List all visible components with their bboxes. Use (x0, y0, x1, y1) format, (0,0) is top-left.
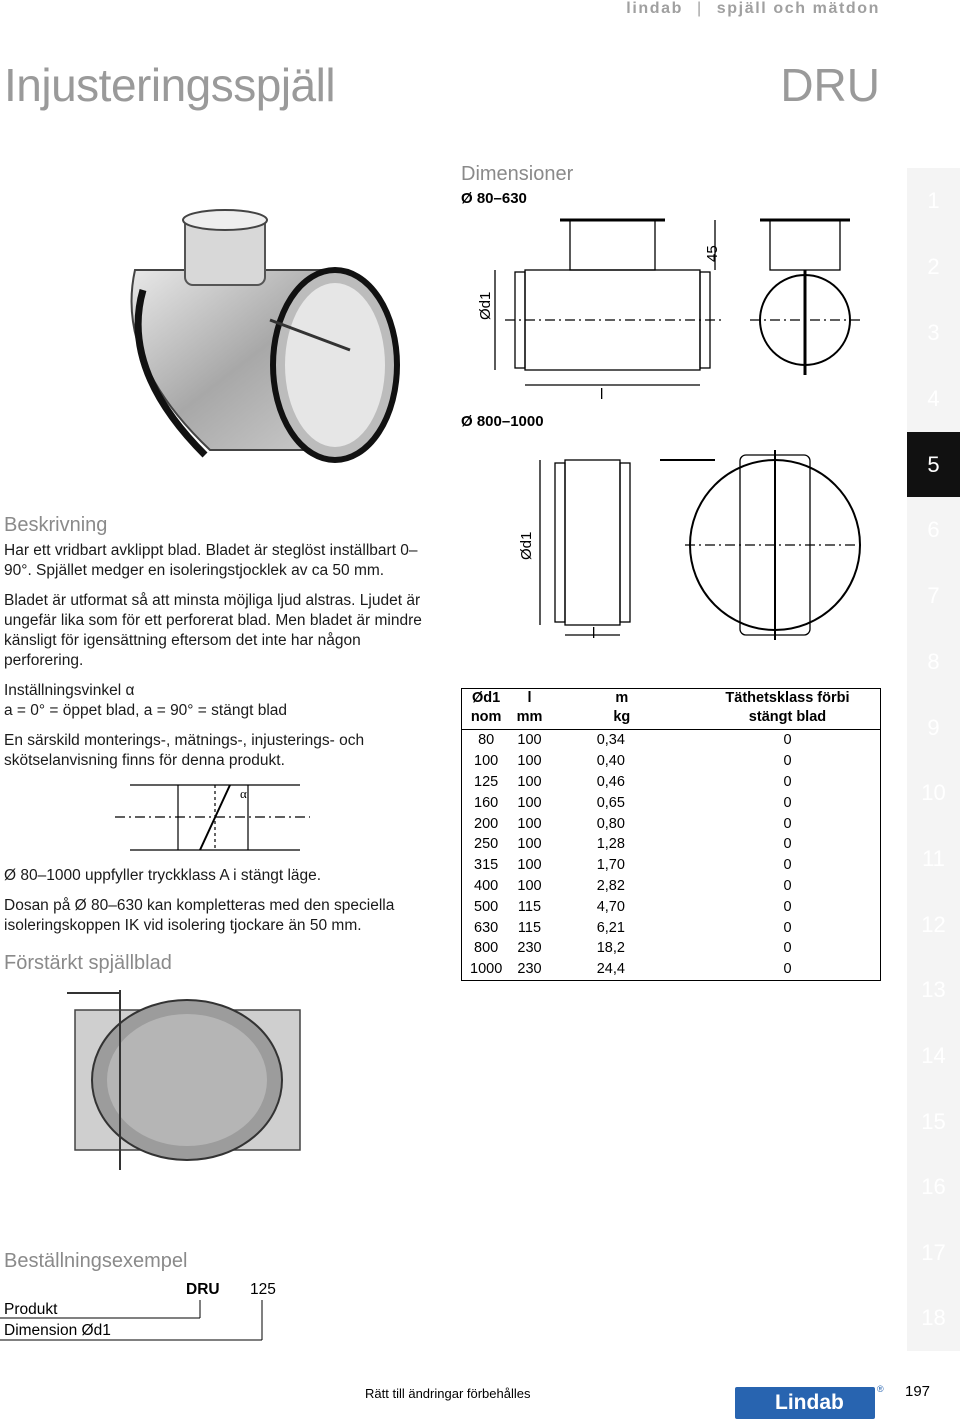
beskrivning-p3a: Inställningsvinkel α (4, 682, 135, 699)
chapter-tab-12[interactable]: 12 (907, 892, 960, 958)
table-cell: 115 (517, 898, 542, 915)
beskrivning-p1: Har ett vridbart avklippt blad. Bladet är steglöst inställbart 0–90°. Spjället medger en isoleringstjocklek av ca 50 mm. (4, 542, 418, 579)
table-cell: 18,2 (596, 940, 625, 957)
bestallning-heading: Beställningsexempel (4, 1250, 188, 1272)
table-row (462, 959, 881, 980)
chapter-tab-9[interactable]: 9 (907, 695, 960, 761)
table-row (462, 813, 881, 834)
table-cell: 0,46 (596, 773, 625, 790)
table-cell: 1000 (470, 961, 503, 978)
table-cell: 400 (474, 877, 499, 894)
table-cell: 6,21 (596, 919, 625, 936)
chapter-tab-7[interactable]: 7 (907, 563, 960, 629)
chapter-tab-17[interactable]: 17 (907, 1220, 960, 1286)
page-title: Injusteringsspjäll (4, 59, 336, 111)
chapter-tab-14[interactable]: 14 (907, 1023, 960, 1089)
chapter-tab-2[interactable]: 2 (907, 234, 960, 300)
order-code: DRU (186, 1281, 220, 1298)
table-cell: 100 (517, 836, 542, 853)
table-cell: 0,34 (596, 732, 625, 749)
table-cell: 4,70 (596, 898, 625, 915)
beskrivning-p3b: a = 0° = öppet blad, a = 90° = stängt blad (4, 702, 288, 719)
table-cell: 100 (517, 815, 542, 832)
table-cell: 0,80 (596, 815, 625, 832)
chapter-tab-16[interactable]: 16 (907, 1154, 960, 1220)
beskrivning-heading: Beskrivning (4, 514, 108, 536)
registered-mark: ® (877, 1384, 884, 1394)
table-cell: 1,28 (596, 836, 625, 853)
model-code: DRU (780, 59, 880, 111)
table-cell: 100 (517, 857, 542, 874)
header-brand: lindab (626, 0, 684, 17)
table-row (462, 834, 881, 855)
page-number: 197 (905, 1383, 931, 1400)
table-cell: 0,65 (596, 794, 625, 811)
beskrivning-body (4, 541, 424, 781)
col-header-m: m (615, 690, 629, 706)
table-cell: 125 (474, 773, 499, 790)
table-row (462, 876, 881, 897)
footer-note: Rätt till ändringar förbehålles (365, 1386, 531, 1401)
col-header-d1: Ød1 (472, 690, 501, 706)
beskrivning-p5: Ø 80–1000 uppfyller tryckklass A i stängt läge. (4, 867, 322, 884)
label-d1-small: Ød1 (477, 291, 494, 320)
table-cell: 160 (474, 794, 499, 811)
table-cell: 100 (517, 877, 542, 894)
table-cell: 0 (783, 794, 792, 811)
col-unit-d1: nom (462, 708, 511, 730)
table-cell: 0,40 (596, 753, 625, 770)
order-row-dimension: Dimension Ød1 (4, 1322, 111, 1339)
table-cell: 315 (474, 857, 499, 874)
chapter-tab-11[interactable]: 11 (907, 826, 960, 892)
beskrivning-body-2 (4, 866, 424, 946)
lindab-logo (735, 1387, 875, 1419)
beskrivning-p6: Dosan på Ø 80–630 kan kompletteras med den speciella isoleringskoppen IK vid isolering tjockare än 50 mm. (4, 897, 395, 934)
table-cell: 200 (474, 815, 499, 832)
product-photo (95, 200, 405, 490)
range-large: Ø 800–1000 (461, 413, 544, 430)
table-cell: 500 (474, 898, 499, 915)
col-header-tathet: Täthetsklass förbi (725, 690, 850, 706)
label-l-large: l (592, 625, 596, 642)
table-cell: 100 (517, 732, 542, 749)
table-row (462, 938, 881, 959)
chapter-tab-10[interactable]: 10 (907, 760, 960, 826)
chapter-tab-13[interactable]: 13 (907, 957, 960, 1023)
table-cell: 0 (783, 961, 792, 978)
label-d1-large: Ød1 (518, 531, 535, 560)
chapter-tab-1[interactable]: 1 (907, 168, 960, 234)
table-row (462, 730, 881, 751)
order-size: 125 (250, 1281, 276, 1298)
table-cell: 1,70 (596, 857, 625, 874)
table-cell: 0 (783, 815, 792, 832)
table-cell: 0 (783, 836, 792, 853)
table-cell: 230 (517, 940, 542, 957)
alpha-label: α (240, 786, 247, 801)
table-row (462, 751, 881, 772)
table-cell: 0 (783, 940, 792, 957)
table-cell: 0 (783, 919, 792, 936)
table-cell: 250 (474, 836, 499, 853)
drawing-small (470, 210, 900, 410)
table-cell: 80 (478, 732, 495, 749)
order-row-produkt: Produkt (4, 1301, 58, 1318)
table-row (462, 855, 881, 876)
label-45: 45 (704, 245, 721, 262)
col-unit-l: mm (510, 708, 548, 730)
table-cell: 100 (474, 753, 499, 770)
table-cell: 0 (783, 753, 792, 770)
logo-text: Lindab (775, 1391, 844, 1414)
table-row (462, 896, 881, 917)
table-cell: 24,4 (596, 961, 625, 978)
chapter-tab-15[interactable]: 15 (907, 1089, 960, 1155)
label-l-small: l (600, 386, 604, 403)
table-cell: 230 (517, 961, 542, 978)
header-category: spjäll och mätdon (716, 0, 880, 17)
table-cell: 630 (474, 919, 499, 936)
table-cell: 100 (517, 753, 542, 770)
table-row (462, 917, 881, 938)
table-cell: 100 (517, 794, 542, 811)
table-cell: 800 (474, 940, 499, 957)
table-cell: 0 (783, 773, 792, 790)
reinforced-blade-photo (55, 985, 320, 1175)
chapter-tab-5[interactable]: 5 (907, 432, 960, 498)
table-cell: 2,82 (596, 877, 625, 894)
dimensioner-heading: Dimensioner (461, 163, 574, 185)
table-row (462, 792, 881, 813)
running-header: lindab | spjäll och mätdon (626, 0, 880, 17)
table-cell: 0 (783, 857, 792, 874)
table-row (462, 772, 881, 793)
chapter-tab-3[interactable]: 3 (907, 300, 960, 366)
table-cell: 0 (783, 877, 792, 894)
range-small: Ø 80–630 (461, 190, 527, 207)
angle-diagram (110, 780, 310, 860)
table-cell: 0 (783, 898, 792, 915)
beskrivning-p2: Bladet är utformat så att minsta möjliga ljud alstras. Ljudet är ungefär lika som för ett perforerat blad. Men bladet är mindre känsligt för igensättning eftersom det inte har någon perforering. (4, 592, 422, 669)
table-cell: 115 (517, 919, 542, 936)
drawing-large (500, 435, 900, 645)
forstarkt-heading: Förstärkt spjällblad (4, 952, 172, 974)
chapter-tab-4[interactable]: 4 (907, 366, 960, 432)
table-cell: 0 (783, 732, 792, 749)
col-header-l: l (527, 690, 532, 706)
table-cell: 100 (517, 773, 542, 790)
col-unit-m: kg (549, 708, 695, 730)
chapter-tab-6[interactable]: 6 (907, 497, 960, 563)
chapter-tab-8[interactable]: 8 (907, 629, 960, 695)
chapter-tab-18[interactable]: 18 (907, 1285, 960, 1351)
dimension-table (461, 688, 881, 981)
beskrivning-p4: En särskild monterings-, mätnings-, injusterings- och skötselanvisning finns för denna produkt. (4, 732, 365, 769)
col-unit-tathet: stängt blad (695, 708, 881, 730)
